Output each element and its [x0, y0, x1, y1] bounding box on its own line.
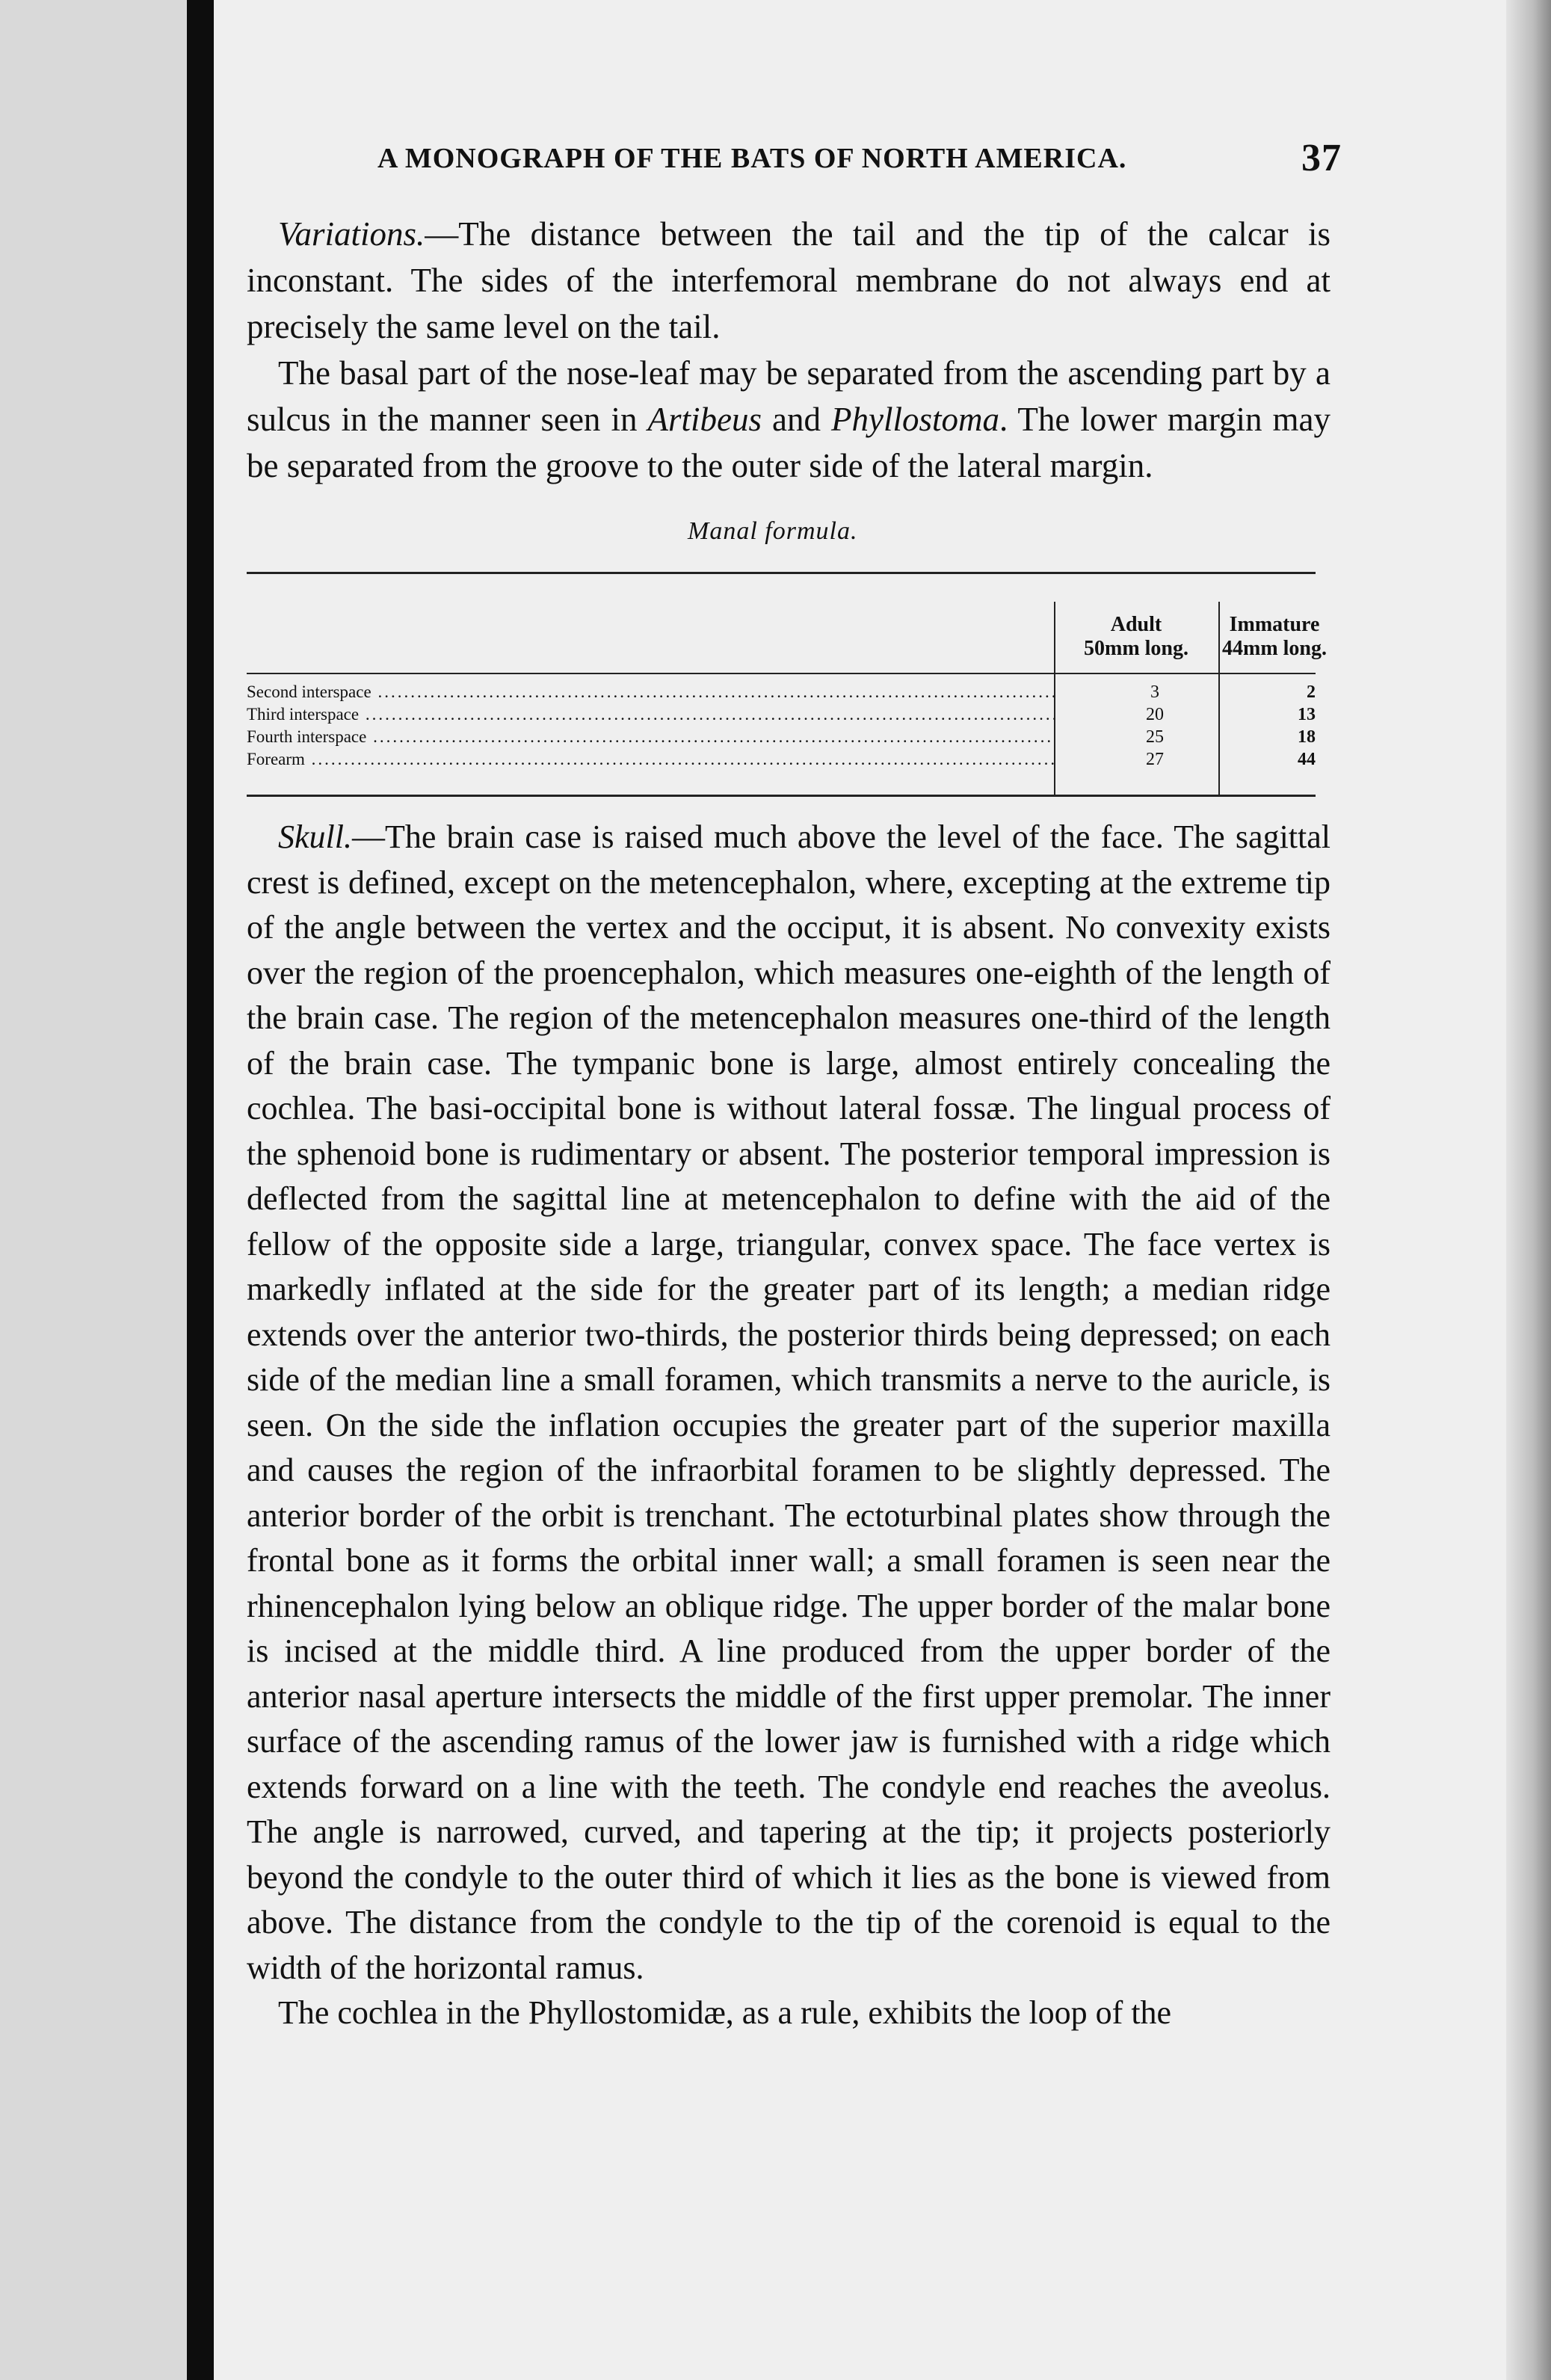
- skull-section: [247, 815, 1330, 2036]
- running-head-title: A MONOGRAPH OF THE BATS OF NORTH AMERICA.: [377, 143, 1127, 174]
- skull-heading: Skull.: [278, 818, 352, 855]
- variations-paragraph-1: Variations.—The distance between the tail and the tip of the calcar is inconstant. The sides of the interfemoral membrane do not always end at precisely the same level on the tail.: [247, 215, 1330, 345]
- left-gutter: [0, 0, 187, 2380]
- genus-phyllostoma: Phyllostoma: [830, 401, 999, 438]
- manal-formula-table: [247, 572, 1327, 804]
- variations-section: [247, 211, 1330, 489]
- column-header-immature: Immature 44mm long.: [1222, 613, 1327, 660]
- variations-paragraph-2: The basal part of the nose-leaf may be separated from the ascending part by a sulcus in the manner seen in Artibeus and Phyllostoma. The lower margin may be separated from the groove to the outer side of the lateral margin.: [247, 354, 1331, 484]
- table-row: Forearm ..... 27 44: [247, 750, 1316, 769]
- page-stack-edge: [1506, 0, 1551, 2380]
- skull-paragraph-1: Skull.—The brain case is raised much above the level of the face. The sagittal crest is defined, except on the metencephalon, where, excepting at the extreme tip of the angle between the vertex and the occiput, it is absent. No convexity exists over the region of the proencephalon, which measures one-eighth of the length of the brain case. The region of the metencephalon measures one-third of the length of the brain case. The tympanic bone is large, almost entirely concealing the cochlea. The basi-occipital bone is without lateral fossæ. The lingual process of the sphenoid bone is rudimentary or absent. The posterior temporal impression is deflected from the sagittal line at metencephalon to define with the aid of the fellow of the opposite side a large, triangular, convex space. The face vertex is markedly inflated at the side for the greater part of its length; a median ridge extends over the anterior two-thirds, the posterior thirds being depressed; on each side of the median line a small foramen, which transmits a nerve to the auricle, is seen. On the side the inflation occupies the greater part of the superior maxilla and causes the region of the infraorbital foramen to be slightly depressed. The anterior border of the orbit is trenchant. The ectoturbinal plates show through the frontal bone as it forms the orbital inner wall; a small foramen is seen near the rhinencephalon lying below an oblique ridge. The upper border of the malar bone is incised at the middle third. A line produced from the upper border of the anterior nasal aperture intersects the middle of the first upper premolar. The inner surface of the ascending ramus of the lower jaw is furnished with a ridge which extends forward on a line with the teeth. The condyle end reaches the aveolus. The angle is narrowed, curved, and tapering at the tip; it projects posteriorly beyond the condyle to the outer third of which it lies as the bone is viewed from above. The distance from the condyle to the tip of the corenoid is equal to the width of the horizontal ramus.: [247, 818, 1330, 1986]
- skull-paragraph-2: The cochlea in the Phyllostomidæ, as a rule, exhibits the loop of the: [278, 1994, 1172, 2031]
- page-number: 37: [1301, 137, 1342, 179]
- table-header-rule: [247, 673, 1316, 674]
- column-header-adult: Adult 50mm long.: [1084, 613, 1188, 660]
- genus-artibeus: Artibeus: [647, 401, 762, 438]
- table-bottom-rule: [247, 795, 1316, 797]
- table-caption: Manal formula.: [688, 517, 858, 545]
- variations-heading: Variations.: [278, 215, 425, 253]
- table-row: Third interspace ..... 20 13: [247, 705, 1316, 724]
- table-row: Second interspace ..... 3 2: [247, 682, 1316, 702]
- table-row: Fourth interspace ..... 25 18: [247, 727, 1316, 747]
- book-binding-edge: [187, 0, 214, 2380]
- table-top-rule: [247, 572, 1316, 574]
